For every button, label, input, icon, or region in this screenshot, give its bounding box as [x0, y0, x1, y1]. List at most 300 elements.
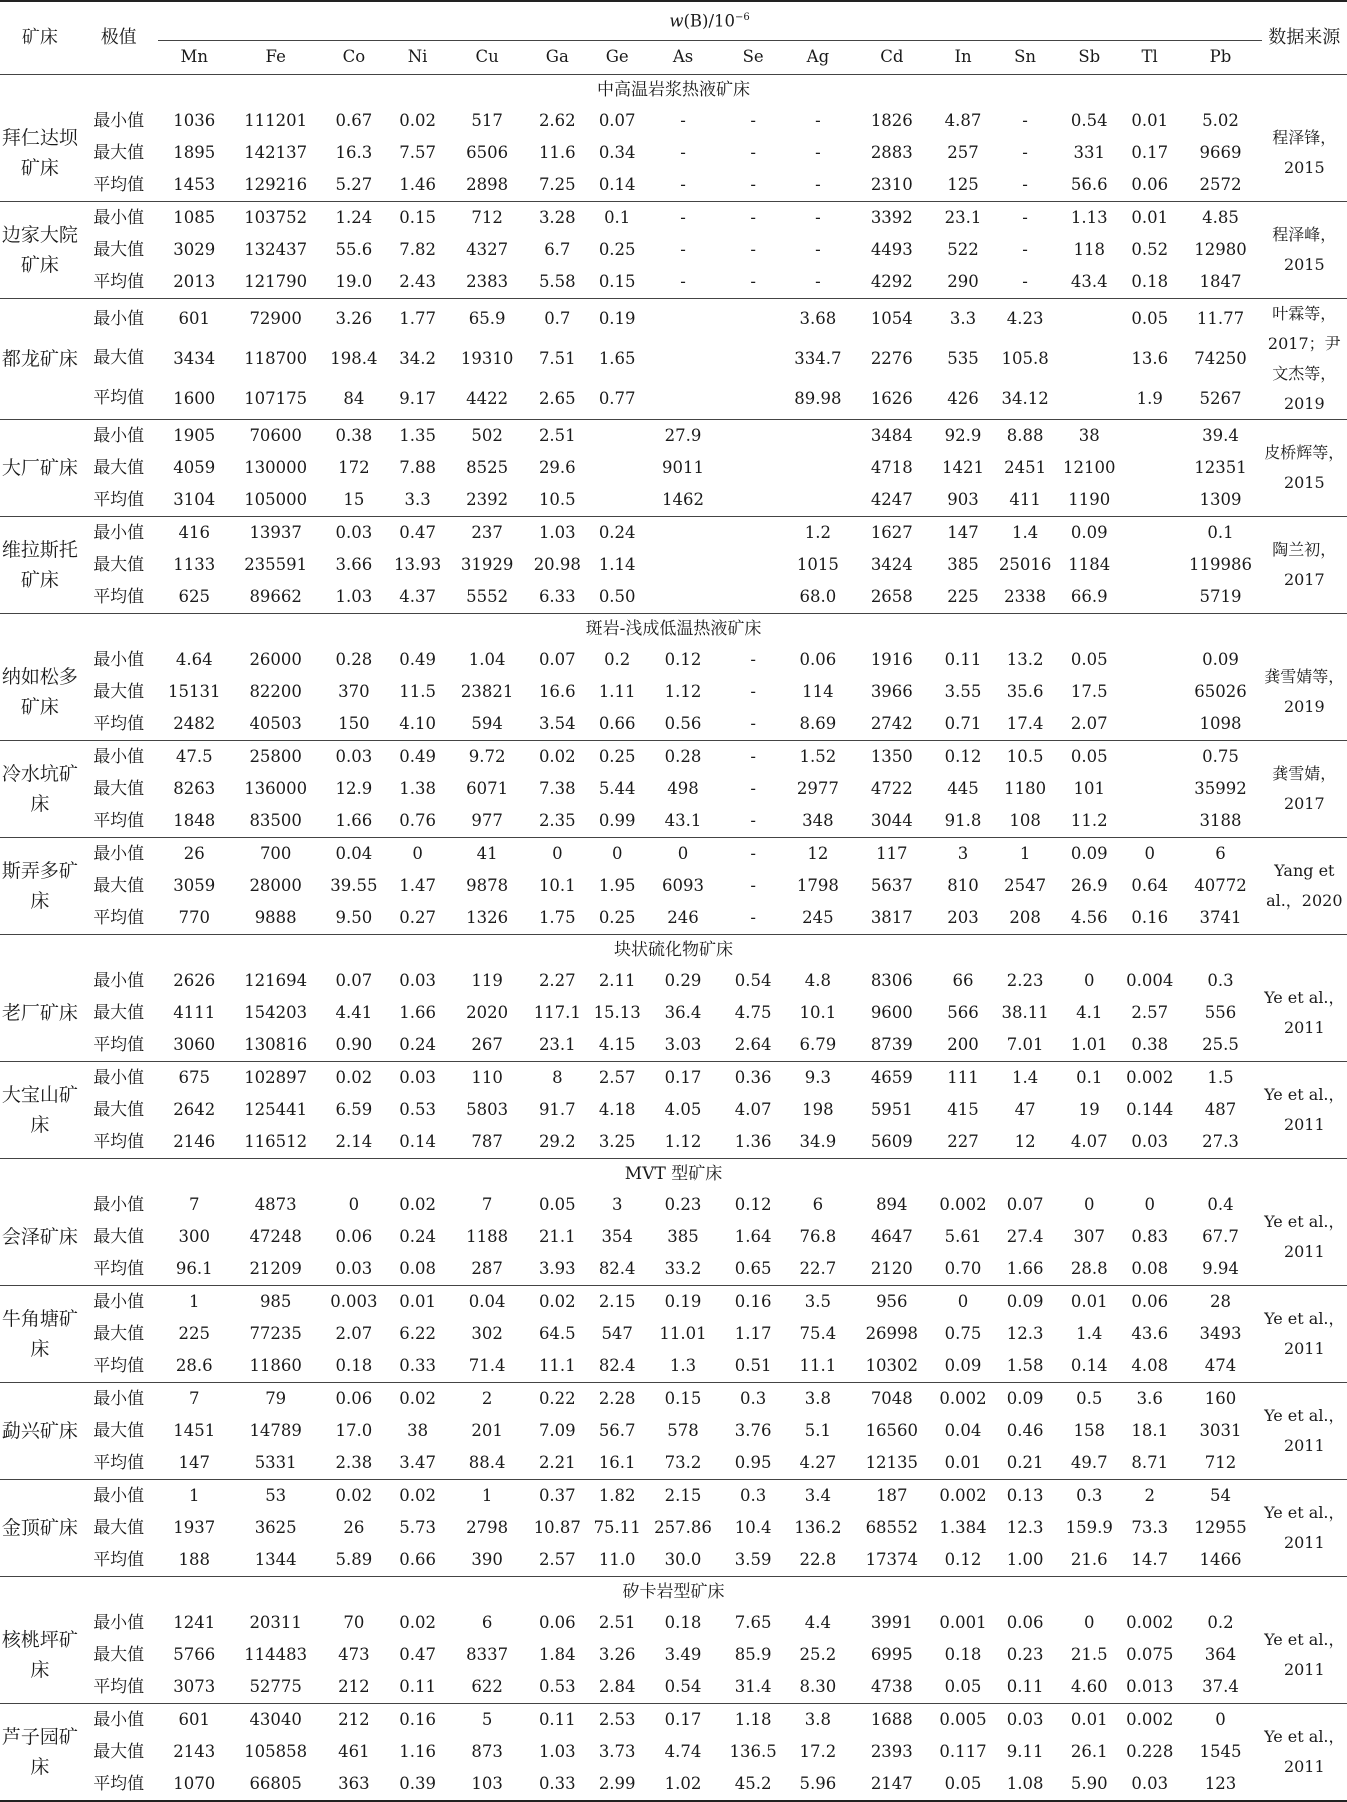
header-element-se: Se — [720, 41, 787, 75]
cell-ag: 2977 — [796, 778, 839, 798]
cell-cu: 1 — [481, 1485, 493, 1505]
cell-cu: 8337 — [466, 1644, 509, 1664]
cell-as: 11.01 — [659, 1323, 707, 1343]
deposit-name: 大宝山矿床 — [0, 1062, 80, 1159]
cell-sb: 5.90 — [1059, 1768, 1121, 1801]
cell-fe: 154203 — [244, 1002, 308, 1022]
cell-fe: 142137 — [244, 142, 308, 162]
cell-co: 0.02 — [335, 1485, 373, 1505]
cell-as: 0.28 — [664, 746, 702, 766]
cell-tl: 0.83 — [1131, 1226, 1169, 1246]
cell-cd: 26998 — [865, 1323, 919, 1343]
cell-se: 31.4 — [720, 1671, 787, 1704]
cell-cd: 956 — [876, 1291, 908, 1311]
cell-fe: 13937 — [249, 522, 302, 542]
cell-fe: 40503 — [231, 708, 321, 741]
cell-ga: 2.51 — [538, 425, 576, 445]
cell-sb: 0.09 — [1070, 522, 1108, 542]
data-source: 程泽峰，2015 — [1262, 202, 1347, 299]
cell-sb: 4.60 — [1059, 1671, 1121, 1704]
header-item: 极值 — [80, 1, 158, 75]
row-label: 平均值 — [80, 902, 158, 935]
row-label: 最大值 — [93, 778, 145, 799]
cell-pb: 2572 — [1179, 169, 1261, 202]
cell-ge: 3 — [611, 1194, 623, 1214]
section-title: 中高温岩浆热液矿床 — [597, 79, 750, 100]
cell-tl: 0.002 — [1126, 1067, 1174, 1087]
cell-sb: 0.14 — [1059, 1350, 1121, 1383]
cell-sn: 0.09 — [1006, 1291, 1044, 1311]
cell-se — [720, 379, 787, 420]
table-row — [0, 1447, 1347, 1480]
row-label: 平均值 — [80, 1029, 158, 1062]
cell-ga: 2.35 — [527, 805, 589, 838]
cell-ni: 7.88 — [399, 457, 436, 477]
cell-mn: 1453 — [158, 169, 231, 202]
cell-tl: 0.002 — [1126, 1612, 1174, 1632]
cell-sn: 411 — [992, 484, 1059, 517]
cell-as: 0.56 — [646, 708, 719, 741]
cell-cu: 4327 — [466, 239, 509, 259]
cell-fe: 1344 — [231, 1544, 321, 1577]
cell-se: 0.12 — [734, 1194, 772, 1214]
cell-cu: 2798 — [466, 1517, 509, 1537]
cell-cd: 3392 — [870, 207, 913, 227]
cell-ag: 8.30 — [787, 1671, 850, 1704]
cell-fe: 102897 — [244, 1067, 308, 1087]
cell-sn: 27.4 — [1006, 1226, 1044, 1246]
cell-ge: 1.82 — [598, 1485, 636, 1505]
cell-mn: 7 — [188, 1388, 200, 1408]
cell-ag — [787, 452, 850, 484]
cell-cu: 5 — [481, 1709, 493, 1729]
data-source: 龚雪婧等，2019 — [1262, 644, 1347, 741]
cell-sb: 0.01 — [1070, 1709, 1108, 1729]
cell-ge: 1.65 — [598, 348, 636, 368]
cell-mn: 1600 — [158, 379, 231, 420]
cell-cu: 9878 — [466, 875, 509, 895]
deposit-name: 芦子园矿床 — [0, 1704, 80, 1802]
cell-cd: 1626 — [849, 379, 934, 420]
cell-mn: 1 — [188, 1485, 200, 1505]
cell-sb: 28.8 — [1059, 1253, 1121, 1286]
cell-ag: 6 — [812, 1194, 824, 1214]
cell-ge: 2.51 — [598, 1612, 636, 1632]
cell-pb: 9669 — [1199, 142, 1242, 162]
cell-co: 0.28 — [335, 649, 373, 669]
cell-cd: 1054 — [870, 308, 913, 328]
cell-in: 23.1 — [944, 207, 982, 227]
cell-mn: 3059 — [173, 875, 216, 895]
cell-cu: 873 — [471, 1741, 503, 1761]
cell-cd: 187 — [876, 1485, 908, 1505]
table-row — [0, 517, 1347, 550]
cell-sb: 0.05 — [1070, 746, 1108, 766]
cell-ni: 0.24 — [387, 1029, 447, 1062]
cell-tl: 1.9 — [1120, 379, 1179, 420]
cell-cd: 7048 — [870, 1388, 913, 1408]
table-row — [0, 1126, 1347, 1159]
data-source: Ye et al.，2011 — [1262, 1189, 1347, 1286]
cell-sb: 307 — [1073, 1226, 1106, 1246]
cell-sn: - — [1022, 142, 1028, 162]
cell-ag: 1.2 — [804, 522, 832, 542]
cell-cu: 287 — [448, 1253, 527, 1286]
cell-sn: - — [1022, 239, 1028, 259]
cell-cu: 23821 — [460, 681, 514, 701]
deposit-name: 拜仁达坝矿床 — [0, 105, 80, 202]
cell-fe: 43040 — [249, 1709, 302, 1729]
cell-sb: 4.07 — [1059, 1126, 1121, 1159]
cell-sn: 12.3 — [1006, 1323, 1044, 1343]
cell-tl — [1120, 741, 1179, 774]
cell-mn: 96.1 — [158, 1253, 231, 1286]
cell-ga: 7.38 — [538, 778, 576, 798]
row-label: 最小值 — [93, 746, 145, 767]
cell-cd: 1916 — [870, 649, 913, 669]
cell-co: 0.07 — [335, 970, 373, 990]
cell-se: - — [750, 778, 756, 798]
cell-sb: 21.5 — [1070, 1644, 1108, 1664]
cell-mn: 188 — [158, 1544, 231, 1577]
header-unit-w: w — [669, 11, 684, 30]
header-element-tl: Tl — [1120, 41, 1179, 75]
cell-in: 5.61 — [944, 1226, 982, 1246]
cell-ag: - — [815, 142, 821, 162]
cell-pb: 0.2 — [1207, 1612, 1234, 1632]
cell-co: 0.003 — [330, 1291, 378, 1311]
cell-co: 150 — [320, 708, 387, 741]
cell-ag: 11.1 — [787, 1350, 850, 1383]
row-label: 平均值 — [80, 1447, 158, 1480]
cell-in: 290 — [934, 266, 991, 299]
cell-se: 0.54 — [734, 970, 772, 990]
cell-cd: 4493 — [870, 239, 913, 259]
cell-ge: 3.73 — [598, 1741, 636, 1761]
cell-sn: 0.13 — [1006, 1485, 1044, 1505]
cell-as — [646, 581, 719, 614]
cell-ga: 8 — [552, 1067, 563, 1087]
cell-ga: 7.09 — [538, 1420, 576, 1440]
cell-pb: 6 — [1215, 843, 1226, 863]
cell-cu: 2383 — [448, 266, 527, 299]
cell-tl: 0.08 — [1120, 1253, 1179, 1286]
cell-in: 225 — [934, 581, 991, 614]
cell-cd: 17374 — [849, 1544, 934, 1577]
cell-pb: 11.77 — [1196, 308, 1245, 328]
table-row — [0, 838, 1347, 871]
table-row — [0, 1062, 1347, 1095]
table-row — [0, 105, 1347, 137]
deposit-name: 大厂矿床 — [0, 420, 80, 517]
cell-ni: 0.49 — [399, 649, 436, 669]
cell-ni: 0.11 — [387, 1671, 447, 1704]
cell-fe: 28000 — [249, 875, 302, 895]
cell-ga: 0.07 — [538, 649, 576, 669]
cell-mn: 1895 — [173, 142, 216, 162]
cell-fe: 4873 — [254, 1194, 297, 1214]
cell-co: 0.04 — [335, 843, 373, 863]
cell-in: 147 — [947, 522, 979, 542]
table-row — [0, 997, 1347, 1029]
row-label: 平均值 — [80, 169, 158, 202]
cell-pb: 712 — [1179, 1447, 1261, 1480]
row-label: 最小值 — [93, 1194, 145, 1215]
cell-ni: 1.16 — [399, 1741, 436, 1761]
cell-pb: 3493 — [1199, 1323, 1242, 1343]
cell-ni: 1.38 — [399, 778, 436, 798]
cell-sn: 1.4 — [1011, 1067, 1039, 1087]
cell-ga: 0.02 — [538, 1291, 576, 1311]
cell-mn: 601 — [178, 308, 210, 328]
cell-sb: 21.6 — [1059, 1544, 1121, 1577]
cell-fe: 700 — [259, 843, 292, 863]
cell-sn: 9.11 — [1006, 1741, 1044, 1761]
cell-sn: 1.08 — [992, 1768, 1059, 1801]
cell-ni: 7.57 — [399, 142, 436, 162]
deposit-name: 斯弄多矿床 — [0, 838, 80, 935]
deposit-name: 维拉斯托矿床 — [0, 517, 80, 614]
cell-sb: 49.7 — [1059, 1447, 1121, 1480]
cell-ni: 13.93 — [393, 554, 442, 574]
cell-cd: 3424 — [870, 554, 913, 574]
cell-cd: 3044 — [849, 805, 934, 838]
cell-pb: 487 — [1204, 1099, 1237, 1119]
cell-ge: 2.57 — [598, 1067, 636, 1087]
cell-ni: 0.02 — [399, 1612, 436, 1632]
cell-in: 810 — [947, 875, 979, 895]
cell-ni: 1.77 — [399, 308, 436, 328]
cell-pb: 5267 — [1179, 379, 1261, 420]
cell-in: 0.12 — [934, 1544, 991, 1577]
cell-mn: 416 — [178, 522, 210, 542]
cell-se: - — [750, 681, 756, 701]
cell-ge: 354 — [601, 1226, 633, 1246]
data-source: Ye et al.，2011 — [1262, 1062, 1347, 1159]
row-label: 最大值 — [93, 681, 145, 702]
cell-ga: 21.1 — [538, 1226, 576, 1246]
cell-ga: 91.7 — [538, 1099, 576, 1119]
cell-ga: 2.21 — [527, 1447, 589, 1480]
cell-cd: 3966 — [870, 681, 913, 701]
cell-ag: 12 — [807, 843, 829, 863]
cell-as: 1.3 — [646, 1350, 719, 1383]
cell-fe: 83500 — [231, 805, 321, 838]
table-row — [0, 581, 1347, 614]
cell-as: - — [646, 169, 719, 202]
cell-mn: 1905 — [173, 425, 216, 445]
cell-sb: 43.4 — [1059, 266, 1121, 299]
cell-mn: 3060 — [158, 1029, 231, 1062]
cell-ge: 3.25 — [588, 1126, 646, 1159]
cell-co: 0.03 — [335, 522, 373, 542]
cell-cd: 2393 — [870, 1741, 913, 1761]
cell-ni: 7.82 — [399, 239, 436, 259]
cell-fe: 5331 — [231, 1447, 321, 1480]
cell-cd: 8306 — [870, 970, 913, 990]
row-label: 最大值 — [93, 1323, 145, 1344]
cell-se: - — [720, 805, 787, 838]
cell-ag: 3.5 — [804, 1291, 832, 1311]
cell-se: 3.59 — [720, 1544, 787, 1577]
cell-in: 0.18 — [944, 1644, 982, 1664]
cell-ga: 64.5 — [538, 1323, 576, 1343]
cell-ag: - — [787, 169, 850, 202]
cell-se: 1.64 — [734, 1226, 772, 1246]
cell-tl — [1120, 420, 1179, 453]
cell-in: 0.09 — [934, 1350, 991, 1383]
cell-tl — [1120, 581, 1179, 614]
row-label: 最小值 — [93, 1291, 145, 1312]
cell-cu: 0.04 — [468, 1291, 506, 1311]
cell-ag: - — [815, 239, 821, 259]
cell-sb — [1059, 379, 1121, 420]
cell-pb: 12955 — [1194, 1517, 1247, 1537]
row-label: 平均值 — [80, 1544, 158, 1577]
cell-co: 3.26 — [335, 308, 373, 328]
cell-cd: 12135 — [849, 1447, 934, 1480]
cell-as: 3.49 — [664, 1644, 702, 1664]
cell-fe: 130816 — [231, 1029, 321, 1062]
cell-tl: 0.01 — [1131, 110, 1169, 130]
cell-cd: 5951 — [870, 1099, 913, 1119]
cell-pb: 1466 — [1179, 1544, 1261, 1577]
cell-tl — [1120, 805, 1179, 838]
row-label: 最小值 — [93, 425, 145, 446]
cell-se: 1.17 — [734, 1323, 772, 1343]
cell-in: 0.001 — [939, 1612, 987, 1632]
cell-ag: 22.7 — [787, 1253, 850, 1286]
cell-fe: 79 — [265, 1388, 287, 1408]
row-label: 平均值 — [80, 1671, 158, 1704]
cell-pb: 3741 — [1179, 902, 1261, 935]
cell-ge: 56.7 — [598, 1420, 636, 1440]
cell-in: 0.75 — [944, 1323, 982, 1343]
cell-fe: 11860 — [231, 1350, 321, 1383]
cell-pb: 35992 — [1194, 778, 1247, 798]
cell-sn: 0.09 — [1006, 1388, 1044, 1408]
cell-as: 0 — [677, 843, 689, 863]
cell-tl: 14.7 — [1120, 1544, 1179, 1577]
cell-ni: 0.66 — [387, 1544, 447, 1577]
cell-ag: 136.2 — [794, 1517, 842, 1537]
cell-cu: 71.4 — [448, 1350, 527, 1383]
table-row — [0, 1286, 1347, 1319]
cell-mn: 2626 — [173, 970, 216, 990]
cell-sn: 25016 — [998, 554, 1052, 574]
cell-in: 66 — [952, 970, 974, 990]
cell-se: - — [750, 142, 756, 162]
cell-ag: 89.98 — [787, 379, 850, 420]
cell-mn: 26 — [183, 843, 205, 863]
cell-ag: 245 — [787, 902, 850, 935]
table-row — [0, 1189, 1347, 1221]
cell-tl — [1120, 773, 1179, 805]
table-row — [0, 452, 1347, 484]
table-row — [0, 1318, 1347, 1350]
cell-as: 257.86 — [654, 1517, 712, 1537]
cell-as: 33.2 — [646, 1253, 719, 1286]
table-row — [0, 1253, 1347, 1286]
cell-ag: 3.4 — [804, 1485, 832, 1505]
cell-cu: 6506 — [466, 142, 509, 162]
cell-tl: 0.002 — [1126, 1709, 1174, 1729]
cell-co: 461 — [338, 1741, 370, 1761]
table-row — [0, 1480, 1347, 1513]
header-element-pb: Pb — [1179, 41, 1261, 75]
cell-co: 198.4 — [330, 348, 378, 368]
cell-in: 1.384 — [939, 1517, 987, 1537]
cell-co: 0.06 — [335, 1226, 373, 1246]
cell-ge: 0.77 — [588, 379, 646, 420]
cell-cu: 977 — [448, 805, 527, 838]
cell-as: - — [680, 110, 686, 130]
cell-mn: 770 — [158, 902, 231, 935]
cell-cd: 2276 — [870, 348, 913, 368]
cell-ge: 4.15 — [588, 1029, 646, 1062]
cell-pb: 0 — [1215, 1709, 1226, 1729]
cell-in: 426 — [934, 379, 991, 420]
cell-co: 17.0 — [335, 1420, 373, 1440]
cell-ag — [787, 420, 850, 453]
cell-ni: 0.24 — [399, 1226, 436, 1246]
header-source: 数据来源 — [1262, 1, 1347, 75]
cell-sn: 47 — [1014, 1099, 1036, 1119]
cell-cu: 6 — [481, 1612, 493, 1632]
cell-in: 0.002 — [939, 1194, 987, 1214]
cell-sn: 105.8 — [1001, 348, 1049, 368]
cell-ga: 20.98 — [533, 554, 581, 574]
cell-as: 0.19 — [664, 1291, 702, 1311]
cell-mn: 7 — [188, 1194, 200, 1214]
cell-tl: 8.71 — [1120, 1447, 1179, 1480]
cell-se: - — [750, 843, 756, 863]
table-row — [0, 1736, 1347, 1768]
cell-as: 4.05 — [664, 1099, 702, 1119]
cell-cd: 117 — [876, 843, 908, 863]
cell-ni: 0.02 — [399, 1388, 436, 1408]
row-label: 最大值 — [93, 1741, 145, 1762]
cell-cu: 712 — [471, 207, 503, 227]
row-label: 最小值 — [93, 308, 145, 329]
cell-cd: 2147 — [849, 1768, 934, 1801]
cell-sb: 2.07 — [1059, 708, 1121, 741]
cell-ni: 4.37 — [387, 581, 447, 614]
cell-co: 84 — [320, 379, 387, 420]
cell-pb: 4.85 — [1202, 207, 1239, 227]
row-label: 平均值 — [80, 805, 158, 838]
cell-tl — [1120, 676, 1179, 708]
cell-co: 12.9 — [335, 778, 373, 798]
cell-cu: 110 — [471, 1067, 503, 1087]
cell-ag: 8.69 — [787, 708, 850, 741]
cell-co: 1.03 — [320, 581, 387, 614]
cell-ge: 3.26 — [598, 1644, 636, 1664]
cell-co: 2.14 — [320, 1126, 387, 1159]
cell-co: 0.38 — [335, 425, 373, 445]
cell-sn: 0.07 — [1006, 1194, 1044, 1214]
cell-tl: 0.01 — [1131, 207, 1169, 227]
cell-tl: 0.013 — [1120, 1671, 1179, 1704]
cell-ge: 16.1 — [588, 1447, 646, 1480]
cell-ga: 0.11 — [538, 1709, 576, 1729]
cell-co: 0 — [348, 1194, 360, 1214]
cell-pb: 67.7 — [1202, 1226, 1239, 1246]
cell-ga: 2.65 — [527, 379, 589, 420]
cell-pb: 160 — [1204, 1388, 1237, 1408]
cell-tl — [1120, 708, 1179, 741]
cell-as: 0.54 — [646, 1671, 719, 1704]
